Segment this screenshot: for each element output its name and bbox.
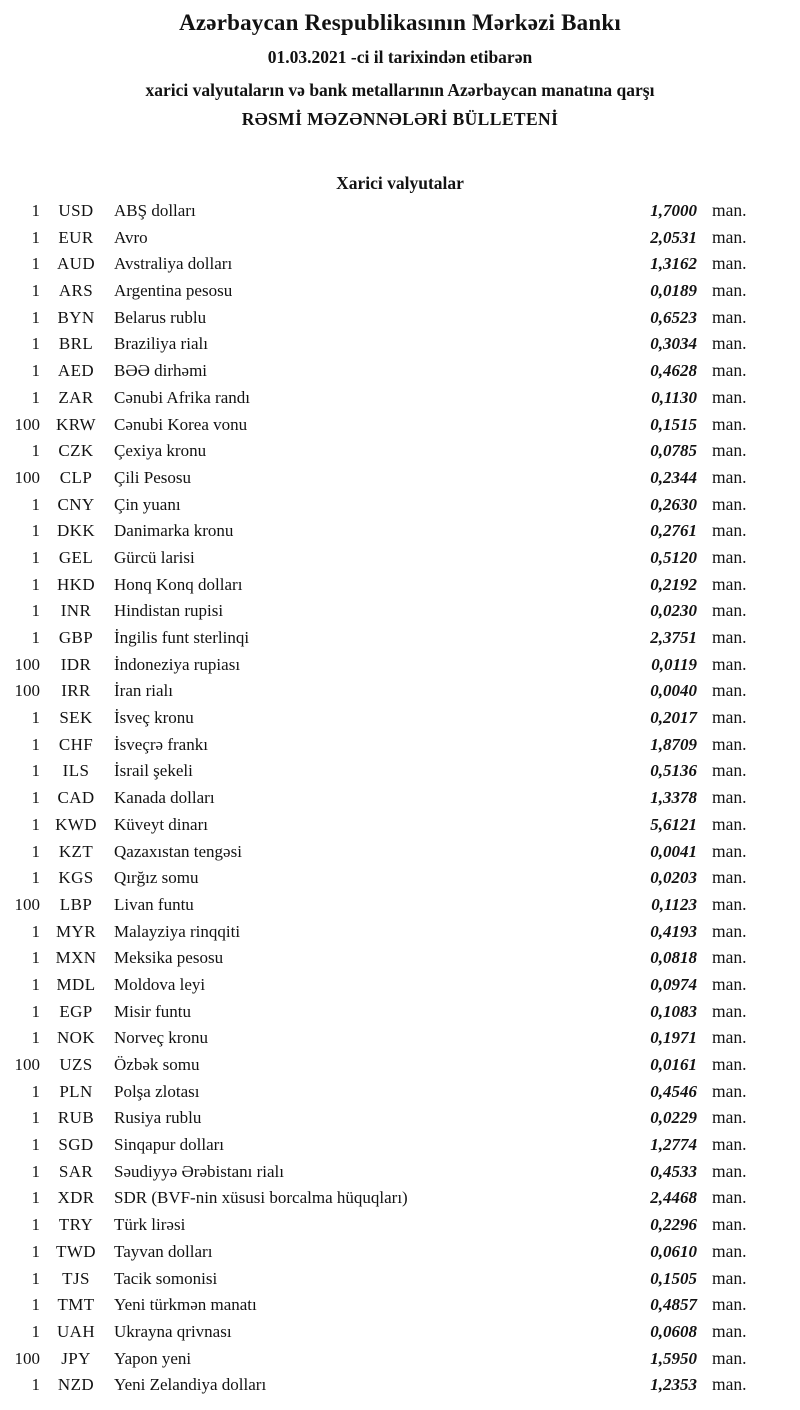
currency-name-cell: BƏƏ dirhəmi [114, 361, 208, 381]
currency-name-cell: Türk lirəsi [114, 1215, 186, 1235]
table-row [0, 197, 770, 224]
currency-name-cell: İsveçrə frankı [114, 734, 208, 754]
currency-name-cell: Danimarka kronu [114, 521, 234, 541]
quantity-cell: 100 [14, 467, 40, 487]
quantity-cell: 1 [31, 521, 40, 541]
bulletin-title: RƏSMİ MƏZƏNNƏLƏRİ BÜLLETENİ [241, 109, 559, 129]
currency-name-cell: Ukrayna qrivnası [114, 1321, 232, 1341]
unit-cell: man. [712, 280, 747, 301]
currency-name-cell: Kanada dolları [114, 788, 215, 808]
quantity-cell: 1 [31, 387, 40, 407]
table-row [0, 330, 770, 357]
currency-code-cell: TRY [58, 1215, 94, 1235]
rate-cell: 0,0203 [650, 868, 697, 888]
unit-cell: man. [712, 707, 747, 728]
currency-code-cell: BYN [57, 307, 95, 327]
unit-cell: man. [712, 920, 747, 941]
table-row [0, 1131, 770, 1158]
currency-code-cell: HKD [56, 574, 96, 594]
quantity-cell: 100 [14, 681, 40, 701]
rate-cell: 0,0230 [650, 601, 697, 621]
unit-cell: man. [712, 1267, 747, 1288]
currency-code-cell: LBP [59, 894, 93, 914]
currency-name-cell: Cənubi Korea vonu [114, 414, 248, 434]
currency-code-cell: PLN [59, 1081, 93, 1101]
currency-code-cell: KWD [55, 814, 97, 834]
rate-cell: 0,0161 [650, 1055, 697, 1074]
unit-cell: man. [712, 440, 747, 461]
table-row [0, 384, 770, 411]
quantity-cell: 1 [31, 1161, 40, 1181]
rate-cell: 1,2774 [650, 1135, 697, 1155]
rate-cell: 0,1083 [650, 1001, 697, 1021]
table-row [0, 731, 770, 758]
quantity-cell: 1 [31, 814, 40, 834]
rate-cell: 0,1130 [651, 387, 697, 407]
unit-cell: man. [712, 893, 747, 914]
currency-name-cell: Qırğız somu [114, 868, 199, 888]
rate-cell: 1,8709 [650, 734, 697, 754]
table-row [0, 411, 770, 438]
unit-cell: man. [712, 1240, 747, 1261]
currency-name-cell: Meksika pesosu [114, 948, 224, 968]
currency-name-cell: ABŞ dolları [114, 201, 196, 220]
table-row [0, 1238, 770, 1265]
currency-name-cell: Tayvan dolları [114, 1241, 213, 1261]
rate-cell: 1,3162 [650, 254, 697, 274]
quantity-cell: 1 [31, 1215, 40, 1235]
table-row [0, 1211, 770, 1238]
currency-name-cell: Çin yuanı [114, 494, 181, 514]
quantity-cell: 1 [31, 1188, 40, 1208]
unit-cell: man. [712, 973, 747, 994]
currency-name-cell: Cənubi Afrika randı [114, 387, 250, 407]
currency-code-cell: RUB [57, 1108, 95, 1128]
currency-code-cell: GBP [58, 628, 94, 647]
quantity-cell: 1 [31, 281, 40, 301]
quantity-cell: 1 [31, 761, 40, 781]
quantity-cell: 1 [31, 254, 40, 274]
currency-name-cell: Braziliya rialı [114, 334, 208, 354]
currency-code-cell: AUD [56, 254, 96, 274]
quantity-cell: 1 [31, 788, 40, 808]
currency-code-cell: ARS [58, 281, 94, 301]
currency-name-cell: Polşa zlotası [114, 1081, 200, 1101]
bulletin-document [0, 8, 800, 1410]
rate-cell: 0,4546 [650, 1081, 697, 1101]
currency-name-cell: Argentina pesosu [114, 281, 233, 301]
table-row [0, 624, 770, 651]
table-row [0, 1024, 770, 1051]
rate-cell: 0,0229 [650, 1108, 697, 1128]
quantity-cell: 100 [14, 414, 40, 434]
currency-name-cell: SDR (BVF-nin xüsusi borcalma hüquqları) [114, 1188, 408, 1208]
unit-cell: man. [712, 200, 747, 220]
currency-code-cell: KGS [58, 868, 94, 888]
unit-cell: man. [712, 627, 747, 647]
unit-cell: man. [712, 1000, 747, 1021]
table-row [0, 1078, 770, 1105]
currency-name-cell: Sinqapur dolları [114, 1135, 225, 1155]
currency-name-cell: Norveç kronu [114, 1028, 208, 1048]
rate-cell: 0,2761 [650, 521, 697, 541]
currency-name-cell: Qazaxıstan tengəsi [114, 841, 242, 861]
table-row [0, 1104, 770, 1131]
unit-cell: man. [712, 546, 747, 567]
rate-cell: 0,0974 [650, 974, 697, 994]
bank-title: Azərbaycan Respublikasının Mərkəzi Bankı [179, 10, 621, 35]
rate-cell: 1,2353 [650, 1375, 697, 1395]
currency-name-cell: Çili Pesosu [114, 467, 191, 487]
rate-cell: 0,2296 [650, 1215, 697, 1235]
quantity-cell: 100 [14, 1348, 40, 1368]
rate-cell: 0,0818 [650, 948, 697, 968]
currency-name-cell: İsveç kronu [114, 708, 194, 728]
currency-code-cell: JPY [61, 1348, 91, 1368]
currency-code-cell: IDR [60, 654, 92, 674]
currency-code-cell: XDR [57, 1188, 95, 1208]
table-row [0, 784, 770, 811]
unit-cell: man. [712, 947, 747, 968]
rate-cell: 0,1505 [650, 1268, 697, 1288]
unit-cell: man. [712, 600, 747, 621]
rate-cell: 1,3378 [650, 788, 697, 808]
quantity-cell: 1 [31, 547, 40, 567]
currency-code-cell: KRW [56, 414, 96, 434]
rates-table [0, 197, 800, 1398]
currency-name-cell: Malayziya rinqqiti [114, 921, 241, 941]
currency-code-cell: USD [58, 201, 94, 220]
unit-cell: man. [712, 360, 747, 381]
currency-code-cell: CZK [58, 441, 94, 461]
table-row [0, 971, 770, 998]
table-row [0, 597, 770, 624]
rate-cell: 5,6121 [650, 814, 697, 834]
quantity-cell: 1 [31, 1081, 40, 1101]
quantity-cell: 1 [31, 361, 40, 381]
quantity-cell: 1 [31, 201, 40, 220]
currency-code-cell: NZD [57, 1375, 95, 1395]
table-row [0, 864, 770, 891]
table-row [0, 944, 770, 971]
rate-cell: 0,5136 [650, 761, 697, 781]
unit-cell: man. [712, 1374, 747, 1395]
unit-cell: man. [712, 386, 747, 407]
unit-cell: man. [712, 493, 747, 514]
currency-code-cell: MDL [56, 974, 96, 994]
rate-cell: 0,6523 [650, 307, 697, 327]
currency-code-cell: GEL [58, 547, 94, 567]
currency-code-cell: MYR [56, 921, 96, 941]
currency-name-cell: Misir funtu [114, 1001, 191, 1021]
currency-code-cell: UAH [56, 1321, 96, 1341]
unit-cell: man. [712, 573, 747, 594]
currency-name-cell: Yeni türkmən manatı [114, 1295, 257, 1315]
rate-cell: 0,5120 [650, 547, 697, 567]
currency-code-cell: DKK [56, 521, 96, 541]
unit-cell: man. [712, 867, 747, 888]
unit-cell: man. [712, 1214, 747, 1235]
table-row [0, 224, 770, 251]
quantity-cell: 1 [31, 227, 40, 247]
unit-cell: man. [712, 333, 747, 354]
currency-name-cell: İsrail şekeli [114, 761, 193, 781]
currency-name-cell: Livan funtu [114, 894, 194, 914]
currency-code-cell: CNY [57, 494, 95, 514]
rate-cell: 0,0040 [650, 681, 697, 701]
unit-cell: man. [712, 1027, 747, 1048]
currency-name-cell: Rusiya rublu [114, 1108, 202, 1128]
unit-cell: man. [712, 840, 747, 861]
quantity-cell: 1 [31, 1268, 40, 1288]
quantity-cell: 1 [31, 628, 40, 647]
currency-name-cell: Avstraliya dolları [114, 254, 233, 274]
currency-code-cell: SAR [58, 1161, 94, 1181]
unit-cell: man. [712, 1347, 747, 1368]
quantity-cell: 100 [14, 894, 40, 914]
scope-line: xarici valyutaların və bank metallarının Azərbaycan manatına qarşı [145, 80, 655, 100]
unit-cell: man. [712, 787, 747, 808]
currency-code-cell: BRL [58, 334, 94, 354]
table-row [0, 1318, 770, 1345]
quantity-cell: 1 [31, 1241, 40, 1261]
table-row [0, 517, 770, 544]
rate-cell: 0,0610 [650, 1241, 697, 1261]
quantity-cell: 1 [31, 307, 40, 327]
currency-code-cell: ZAR [58, 387, 94, 407]
table-row [0, 1345, 770, 1372]
unit-cell: man. [712, 733, 747, 754]
rate-cell: 0,3034 [650, 334, 697, 354]
currency-code-cell: NOK [56, 1028, 96, 1048]
table-row [0, 1158, 770, 1185]
unit-cell: man. [712, 1107, 747, 1128]
currency-code-cell: TWD [56, 1241, 96, 1261]
currency-name-cell: Hindistan rupisi [114, 601, 224, 621]
table-row [0, 1371, 770, 1398]
quantity-cell: 1 [31, 921, 40, 941]
table-row [0, 838, 770, 865]
currency-name-cell: İngilis funt sterlinqi [114, 628, 250, 647]
quantity-cell: 1 [31, 334, 40, 354]
table-row [0, 571, 770, 598]
table-row [0, 1051, 770, 1078]
currency-code-cell: TJS [62, 1268, 90, 1288]
quantity-cell: 1 [31, 841, 40, 861]
unit-cell: man. [712, 306, 747, 327]
table-row [0, 250, 770, 277]
quantity-cell: 1 [31, 1321, 40, 1341]
currency-code-cell: EGP [59, 1001, 93, 1021]
table-row [0, 277, 770, 304]
quantity-cell: 1 [31, 708, 40, 728]
quantity-cell: 1 [31, 948, 40, 968]
rate-cell: 0,1515 [650, 414, 697, 434]
rate-cell: 0,0119 [651, 654, 697, 674]
currency-name-cell: Yeni Zelandiya dolları [114, 1375, 267, 1395]
currency-name-cell: Səudiyyə Ərəbistanı rialı [114, 1161, 284, 1181]
quantity-cell: 1 [31, 1001, 40, 1021]
currency-name-cell: Çexiya kronu [114, 441, 207, 461]
unit-cell: man. [712, 653, 747, 674]
quantity-cell: 100 [14, 1055, 40, 1074]
table-row [0, 304, 770, 331]
quantity-cell: 1 [31, 601, 40, 621]
table-row [0, 491, 770, 518]
rate-cell: 0,1971 [650, 1028, 697, 1048]
rate-cell: 0,2192 [650, 574, 697, 594]
rate-cell: 2,0531 [650, 227, 697, 247]
rate-cell: 0,4193 [650, 921, 697, 941]
quantity-cell: 1 [31, 1295, 40, 1315]
currency-name-cell: Yapon yeni [114, 1348, 192, 1368]
currency-name-cell: Gürcü larisi [114, 547, 195, 567]
rate-cell: 0,4533 [650, 1161, 697, 1181]
currency-name-cell: Özbək somu [114, 1055, 200, 1074]
table-row [0, 1291, 770, 1318]
currency-code-cell: KZT [58, 841, 94, 861]
unit-cell: man. [712, 1134, 747, 1155]
rate-cell: 2,4468 [650, 1188, 697, 1208]
table-row [0, 704, 770, 731]
section-title: Xarici valyutalar [336, 173, 464, 193]
quantity-cell: 1 [31, 868, 40, 888]
rate-cell: 0,2630 [650, 494, 697, 514]
quantity-cell: 1 [31, 734, 40, 754]
rate-cell: 0,0608 [650, 1321, 697, 1341]
quantity-cell: 1 [31, 574, 40, 594]
currency-code-cell: IRR [61, 681, 91, 701]
currency-code-cell: AED [57, 361, 95, 381]
currency-code-cell: EUR [58, 227, 94, 247]
effective-date-line: 01.03.2021 -ci il tarixindən etibarən [267, 47, 533, 67]
currency-name-cell: Belarus rublu [114, 307, 207, 327]
unit-cell: man. [712, 466, 747, 487]
rate-cell: 0,4628 [650, 361, 697, 381]
unit-cell: man. [712, 413, 747, 434]
unit-cell: man. [712, 520, 747, 541]
table-row [0, 544, 770, 571]
table-row [0, 811, 770, 838]
table-row [0, 651, 770, 678]
table-row [0, 998, 770, 1025]
quantity-cell: 1 [31, 974, 40, 994]
quantity-cell: 1 [31, 441, 40, 461]
unit-cell: man. [712, 1187, 747, 1208]
currency-name-cell: Avro [114, 227, 148, 247]
rate-cell: 0,2017 [650, 708, 697, 728]
unit-cell: man. [712, 1294, 747, 1315]
currency-code-cell: SGD [58, 1135, 94, 1155]
unit-cell: man. [712, 253, 747, 274]
rate-cell: 2,3751 [650, 628, 697, 647]
currency-code-cell: CLP [59, 467, 93, 487]
table-row [0, 918, 770, 945]
table-row [0, 677, 770, 704]
rate-cell: 1,7000 [650, 201, 697, 220]
table-row [0, 1184, 770, 1211]
rate-cell: 0,1123 [651, 894, 697, 914]
quantity-cell: 1 [31, 494, 40, 514]
rate-cell: 1,5950 [650, 1348, 697, 1368]
currency-name-cell: Tacik somonisi [114, 1268, 218, 1288]
rate-cell: 0,4857 [650, 1295, 697, 1315]
currency-code-cell: CAD [57, 788, 95, 808]
rate-cell: 0,0041 [650, 841, 697, 861]
quantity-cell: 1 [31, 1108, 40, 1128]
currency-name-cell: Honq Konq dolları [114, 574, 243, 594]
quantity-cell: 1 [31, 1375, 40, 1395]
currency-name-cell: İran rialı [114, 681, 173, 701]
rate-cell: 0,2344 [650, 467, 697, 487]
currency-code-cell: SEK [59, 708, 93, 728]
table-row [0, 437, 770, 464]
table-row [0, 757, 770, 784]
currency-code-cell: MXN [55, 948, 97, 968]
currency-code-cell: UZS [59, 1055, 93, 1074]
currency-code-cell: ILS [62, 761, 90, 781]
table-row [0, 464, 770, 491]
quantity-cell: 1 [31, 1135, 40, 1155]
currency-code-cell: CHF [58, 734, 94, 754]
quantity-cell: 1 [31, 1028, 40, 1048]
unit-cell: man. [712, 1054, 747, 1074]
unit-cell: man. [712, 1160, 747, 1181]
table-row [0, 1265, 770, 1292]
currency-name-cell: İndoneziya rupiası [114, 654, 241, 674]
currency-name-cell: Küveyt dinarı [114, 814, 208, 834]
rate-cell: 0,0785 [650, 441, 697, 461]
table-row [0, 891, 770, 918]
unit-cell: man. [712, 760, 747, 781]
currency-name-cell: Moldova leyi [114, 974, 206, 994]
table-row [0, 357, 770, 384]
quantity-cell: 100 [14, 654, 40, 674]
unit-cell: man. [712, 1080, 747, 1101]
currency-code-cell: TMT [57, 1295, 95, 1315]
unit-cell: man. [712, 226, 747, 247]
unit-cell: man. [712, 680, 747, 701]
rate-cell: 0,0189 [650, 281, 697, 301]
currency-code-cell: INR [60, 601, 92, 621]
unit-cell: man. [712, 1320, 747, 1341]
unit-cell: man. [712, 813, 747, 834]
